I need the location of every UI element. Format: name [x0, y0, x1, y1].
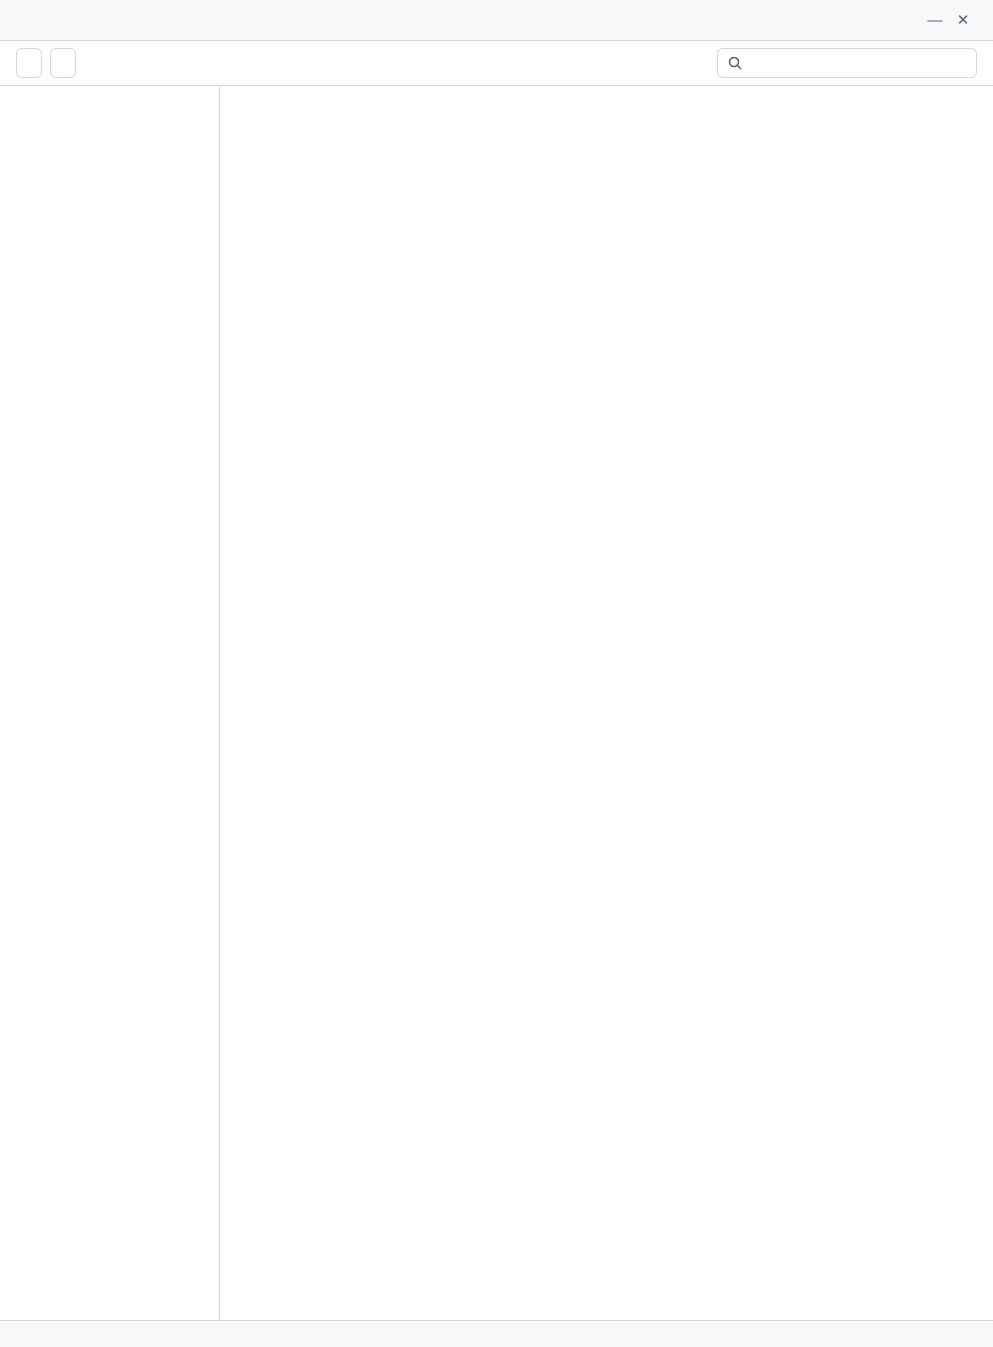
sidebar — [0, 86, 220, 1320]
title-bar — [0, 0, 993, 41]
app-body — [0, 86, 993, 1320]
close-button[interactable]: ✕ — [949, 6, 977, 34]
minimize-button[interactable]: — — [921, 6, 949, 34]
main-content — [220, 86, 993, 1320]
toolbar-button-secondary[interactable] — [50, 48, 76, 78]
content-area — [244, 122, 969, 522]
sidebar-item-1[interactable] — [0, 98, 219, 130]
status-bar — [0, 1320, 993, 1347]
toolbar-button-primary[interactable] — [16, 48, 42, 78]
search-input[interactable] — [748, 55, 966, 72]
search-icon — [728, 56, 742, 70]
sidebar-item-2[interactable] — [0, 130, 219, 162]
search-box[interactable] — [717, 48, 977, 78]
toolbar — [0, 41, 993, 86]
